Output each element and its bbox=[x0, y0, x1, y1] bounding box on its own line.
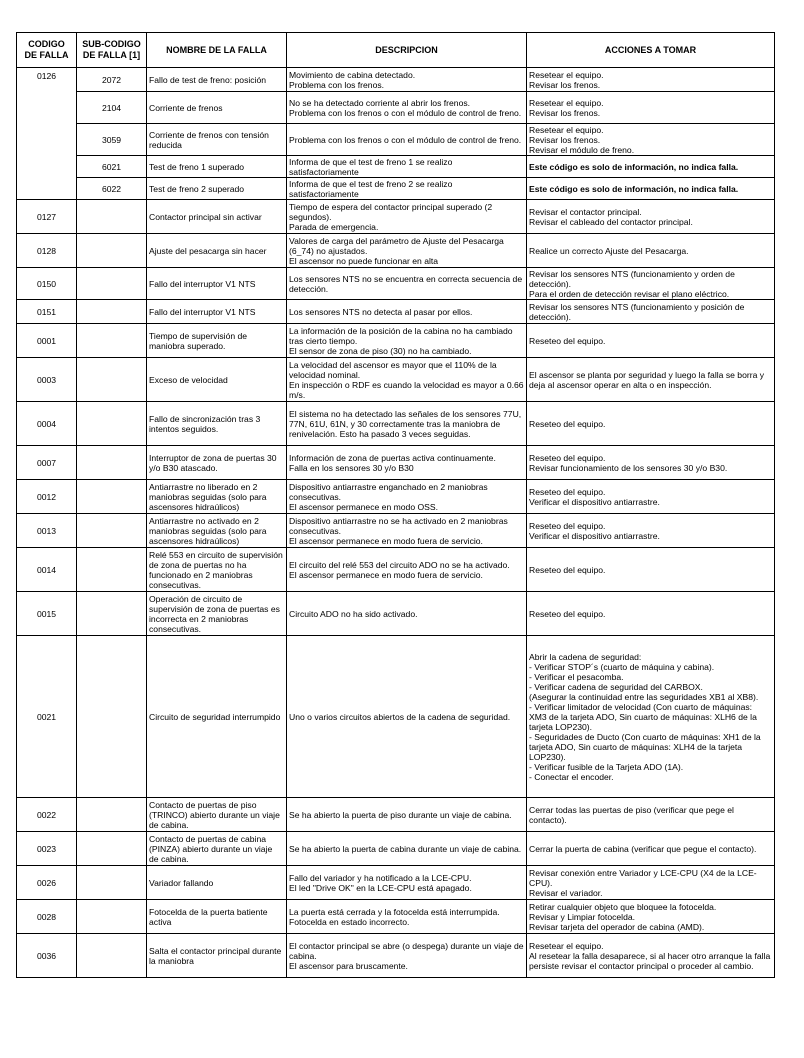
sub-code bbox=[77, 324, 147, 358]
fault-name: Test de freno 2 superado bbox=[147, 178, 287, 200]
fault-name: Variador fallando bbox=[147, 866, 287, 900]
sub-code bbox=[77, 514, 147, 548]
table-row bbox=[17, 358, 775, 402]
sub-code: 2104 bbox=[77, 92, 147, 124]
header-subcodigo: SUB-CODIGO DE FALLA [1] bbox=[77, 33, 147, 68]
fault-code: 0028 bbox=[17, 900, 77, 934]
fault-action: Cerrar la puerta de cabina (verificar que pegue el contacto). bbox=[527, 832, 775, 866]
fault-action: Resetear el equipo. Al resetear la falla desaparece, si al hacer otro arranque la falla persiste revisar el contactor principal o proceder al cambio. bbox=[527, 934, 775, 978]
fault-code: 0036 bbox=[17, 934, 77, 978]
table-row bbox=[17, 402, 775, 446]
fault-description: El sistema no ha detectado las señales de los sensores 77U, 77N, 61U, 61N, y 30 correctamente tras la maniobra de renivelación. Esto ha pasado 3 veces seguidas. bbox=[287, 402, 527, 446]
fault-description: Problema con los frenos o con el módulo de control de freno. bbox=[287, 124, 527, 156]
fault-name: Circuito de seguridad interrumpido bbox=[147, 636, 287, 798]
fault-code: 0022 bbox=[17, 798, 77, 832]
sub-code bbox=[77, 900, 147, 934]
fault-code: 0012 bbox=[17, 480, 77, 514]
sub-code bbox=[77, 832, 147, 866]
table-row bbox=[17, 156, 775, 178]
header-codigo: CODIGO DE FALLA bbox=[17, 33, 77, 68]
fault-name: Contactor principal sin activar bbox=[147, 200, 287, 234]
fault-action: Revisar conexión entre Variador y LCE-CPU (X4 de la LCE-CPU). Revisar el variador. bbox=[527, 866, 775, 900]
sub-code bbox=[77, 402, 147, 446]
sub-code bbox=[77, 358, 147, 402]
fault-name: Contacto de puertas de piso (TRINCO) abierto durante un viaje de cabina. bbox=[147, 798, 287, 832]
fault-code: 0026 bbox=[17, 866, 77, 900]
fault-code: 0014 bbox=[17, 548, 77, 592]
sub-code: 6021 bbox=[77, 156, 147, 178]
fault-name: Fotocelda de la puerta batiente activa bbox=[147, 900, 287, 934]
sub-code bbox=[77, 934, 147, 978]
sub-code: 2072 bbox=[77, 68, 147, 92]
fault-description: Dispositivo antiarrastre no se ha activado en 2 maniobras consecutivas. El ascensor permanece en modo fuera de servicio. bbox=[287, 514, 527, 548]
table-row bbox=[17, 514, 775, 548]
fault-description: Uno o varios circuitos abiertos de la cadena de seguridad. bbox=[287, 636, 527, 798]
fault-code: 0001 bbox=[17, 324, 77, 358]
fault-description: Se ha abierto la puerta de cabina durante un viaje de cabina. bbox=[287, 832, 527, 866]
header-acciones: ACCIONES A TOMAR bbox=[527, 33, 775, 68]
fault-code: 0007 bbox=[17, 446, 77, 480]
sub-code bbox=[77, 636, 147, 798]
table-row bbox=[17, 300, 775, 324]
fault-name: Fallo de sincronización tras 3 intentos seguidos. bbox=[147, 402, 287, 446]
sub-code bbox=[77, 200, 147, 234]
fault-name: Corriente de frenos con tensión reducida bbox=[147, 124, 287, 156]
fault-action: Reseteo del equipo. Revisar funcionamiento de los sensores 30 y/o B30. bbox=[527, 446, 775, 480]
fault-description: Dispositivo antiarrastre enganchado en 2 maniobras consecutivas. El ascensor permanece en modo OSS. bbox=[287, 480, 527, 514]
fault-action: Retirar cualquier objeto que bloquee la fotocelda. Revisar y Limpiar fotocelda. Revisar tarjeta del operador de cabina (AMD). bbox=[527, 900, 775, 934]
table-row bbox=[17, 866, 775, 900]
table-row bbox=[17, 234, 775, 268]
fault-name: Antiarrastre no activado en 2 maniobras seguidas (solo para ascensores hidraúlicos) bbox=[147, 514, 287, 548]
fault-name: Test de freno 1 superado bbox=[147, 156, 287, 178]
fault-codes-table bbox=[16, 32, 775, 978]
sub-code bbox=[77, 548, 147, 592]
fault-action: Resetear el equipo. Revisar los frenos. bbox=[527, 68, 775, 92]
fault-code: 0151 bbox=[17, 300, 77, 324]
table-row bbox=[17, 324, 775, 358]
fault-description: La puerta está cerrada y la fotocelda está interrumpida. Fotocelda en estado incorrecto. bbox=[287, 900, 527, 934]
fault-action: Reseteo del equipo. bbox=[527, 592, 775, 636]
fault-code: 0128 bbox=[17, 234, 77, 268]
fault-description: Movimiento de cabina detectado. Problema con los frenos. bbox=[287, 68, 527, 92]
fault-action: Abrir la cadena de seguridad: - Verificar STOP´s (cuarto de máquina y cabina). - Verificar el pesacomba. - Verificar cadena de seguridad del CARBOX. (Asegurar la continuidad entre las seguridades XB1 al XB8). - Verificar limitador de velocidad (Con cuarto de máquinas: XM3 de la tarjeta ADO, Sin cuarto de máquinas: XLH6 de la tarjeta LOP230). - Seguridades de Ducto (Con cuarto de máquinas: XH1 de la tarjeta ADO, Sin cuarto de máquinas: XLH4 de la tarjeta LOP230). - Verificar fusible de la Tarjeta ADO (1A). - Conectar el encoder. bbox=[527, 636, 775, 798]
fault-description: Tiempo de espera del contactor principal superado (2 segundos). Parada de emergencia. bbox=[287, 200, 527, 234]
fault-action: Este código es solo de información, no indica falla. bbox=[527, 178, 775, 200]
fault-action: Resetear el equipo. Revisar los frenos. Revisar el módulo de freno. bbox=[527, 124, 775, 156]
fault-name: Salta el contactor principal durante la maniobra bbox=[147, 934, 287, 978]
fault-description: Fallo del variador y ha notificado a la LCE-CPU. El led "Drive OK" en la LCE-CPU está apagado. bbox=[287, 866, 527, 900]
fault-action: Revisar los sensores NTS (funcionamiento y posición de detección). bbox=[527, 300, 775, 324]
fault-action: Revisar los sensores NTS (funcionamiento y orden de detección). Para el orden de detección revisar el plano eléctrico. bbox=[527, 268, 775, 300]
fault-code: 0126 bbox=[17, 68, 77, 200]
table-row bbox=[17, 92, 775, 124]
fault-action: Reseteo del equipo. Verificar el dispositivo antiarrastre. bbox=[527, 480, 775, 514]
fault-description: Los sensores NTS no detecta al pasar por ellos. bbox=[287, 300, 527, 324]
table-row bbox=[17, 178, 775, 200]
sub-code bbox=[77, 446, 147, 480]
fault-name: Antiarrastre no liberado en 2 maniobras seguidas (solo para ascensores hidraúlicos) bbox=[147, 480, 287, 514]
sub-code bbox=[77, 234, 147, 268]
table-row bbox=[17, 798, 775, 832]
fault-code: 0015 bbox=[17, 592, 77, 636]
fault-code: 0003 bbox=[17, 358, 77, 402]
sub-code bbox=[77, 268, 147, 300]
fault-description: Información de zona de puertas activa continuamente. Falla en los sensores 30 y/o B30 bbox=[287, 446, 527, 480]
table-row bbox=[17, 200, 775, 234]
fault-description: El circuito del relé 553 del circuito ADO no se ha activado. El ascensor permanece en modo fuera de servicio. bbox=[287, 548, 527, 592]
fault-description: Los sensores NTS no se encuentra en correcta secuencia de detección. bbox=[287, 268, 527, 300]
table-row bbox=[17, 480, 775, 514]
fault-description: Se ha abierto la puerta de piso durante un viaje de cabina. bbox=[287, 798, 527, 832]
fault-description: La velocidad del ascensor es mayor que el 110% de la velocidad nominal. En inspección o RDF es cuando la velocidad es mayor a 0.66 m/s. bbox=[287, 358, 527, 402]
table-row bbox=[17, 934, 775, 978]
fault-name: Tiempo de supervisión de maniobra superado. bbox=[147, 324, 287, 358]
fault-code: 0021 bbox=[17, 636, 77, 798]
table-row bbox=[17, 446, 775, 480]
fault-action: Revisar el contactor principal. Revisar el cableado del contactor principal. bbox=[527, 200, 775, 234]
fault-description: Valores de carga del parámetro de Ajuste del Pesacarga (6_74) no ajustados. El ascensor no puede funcionar en alta bbox=[287, 234, 527, 268]
fault-name: Fallo de test de freno: posición bbox=[147, 68, 287, 92]
fault-description: Informa de que el test de freno 1 se realizo satisfactoriamente bbox=[287, 156, 527, 178]
fault-description: La información de la posición de la cabina no ha cambiado tras cierto tiempo. El sensor de zona de piso (30) no ha cambiado. bbox=[287, 324, 527, 358]
fault-name: Interruptor de zona de puertas 30 y/o B30 atascado. bbox=[147, 446, 287, 480]
table-row bbox=[17, 832, 775, 866]
sub-code bbox=[77, 866, 147, 900]
fault-action: Cerrar todas las puertas de piso (verificar que pege el contacto). bbox=[527, 798, 775, 832]
fault-name: Ajuste del pesacarga sin hacer bbox=[147, 234, 287, 268]
sub-code bbox=[77, 592, 147, 636]
fault-name: Fallo del interruptor V1 NTS bbox=[147, 268, 287, 300]
header-nombre: NOMBRE DE LA FALLA bbox=[147, 33, 287, 68]
table-row bbox=[17, 900, 775, 934]
table-row bbox=[17, 592, 775, 636]
table-row bbox=[17, 548, 775, 592]
sub-code bbox=[77, 798, 147, 832]
fault-name: Exceso de velocidad bbox=[147, 358, 287, 402]
fault-description: El contactor principal se abre (o despega) durante un viaje de cabina. El ascensor para bruscamente. bbox=[287, 934, 527, 978]
fault-action: Resetear el equipo. Revisar los frenos. bbox=[527, 92, 775, 124]
fault-action: Realice un correcto Ajuste del Pesacarga. bbox=[527, 234, 775, 268]
fault-action: Este código es solo de información, no indica falla. bbox=[527, 156, 775, 178]
fault-description: Informa de que el test de freno 2 se realizo satisfactoriamente bbox=[287, 178, 527, 200]
table-row bbox=[17, 68, 775, 92]
table-row bbox=[17, 636, 775, 798]
fault-action: El ascensor se planta por seguridad y luego la falla se borra y deja al ascensor operar en alta o en inspección. bbox=[527, 358, 775, 402]
fault-name: Operación de circuito de supervisión de zona de puertas es incorrecta en 2 maniobras consecutivas. bbox=[147, 592, 287, 636]
table-row bbox=[17, 124, 775, 156]
sub-code bbox=[77, 480, 147, 514]
fault-action: Reseteo del equipo. bbox=[527, 402, 775, 446]
fault-code: 0013 bbox=[17, 514, 77, 548]
sub-code: 3059 bbox=[77, 124, 147, 156]
fault-action: Reseteo del equipo. Verificar el dispositivo antiarrastre. bbox=[527, 514, 775, 548]
fault-name: Fallo del interruptor V1 NTS bbox=[147, 300, 287, 324]
fault-description: Circuito ADO no ha sido activado. bbox=[287, 592, 527, 636]
fault-action: Reseteo del equipo. bbox=[527, 324, 775, 358]
fault-code: 0004 bbox=[17, 402, 77, 446]
fault-code: 0150 bbox=[17, 268, 77, 300]
fault-name: Relé 553 en circuito de supervisión de zona de puertas no ha funcionado en 2 maniobras consecutivas. bbox=[147, 548, 287, 592]
fault-name: Contacto de puertas de cabina (PINZA) abierto durante un viaje de cabina. bbox=[147, 832, 287, 866]
sub-code bbox=[77, 300, 147, 324]
header-row bbox=[17, 33, 775, 68]
fault-code: 0127 bbox=[17, 200, 77, 234]
header-descripcion: DESCRIPCION bbox=[287, 33, 527, 68]
fault-name: Corriente de frenos bbox=[147, 92, 287, 124]
fault-description: No se ha detectado corriente al abrir los frenos. Problema con los frenos o con el módulo de control de freno. bbox=[287, 92, 527, 124]
fault-action: Reseteo del equipo. bbox=[527, 548, 775, 592]
sub-code: 6022 bbox=[77, 178, 147, 200]
fault-code: 0023 bbox=[17, 832, 77, 866]
table-row bbox=[17, 268, 775, 300]
